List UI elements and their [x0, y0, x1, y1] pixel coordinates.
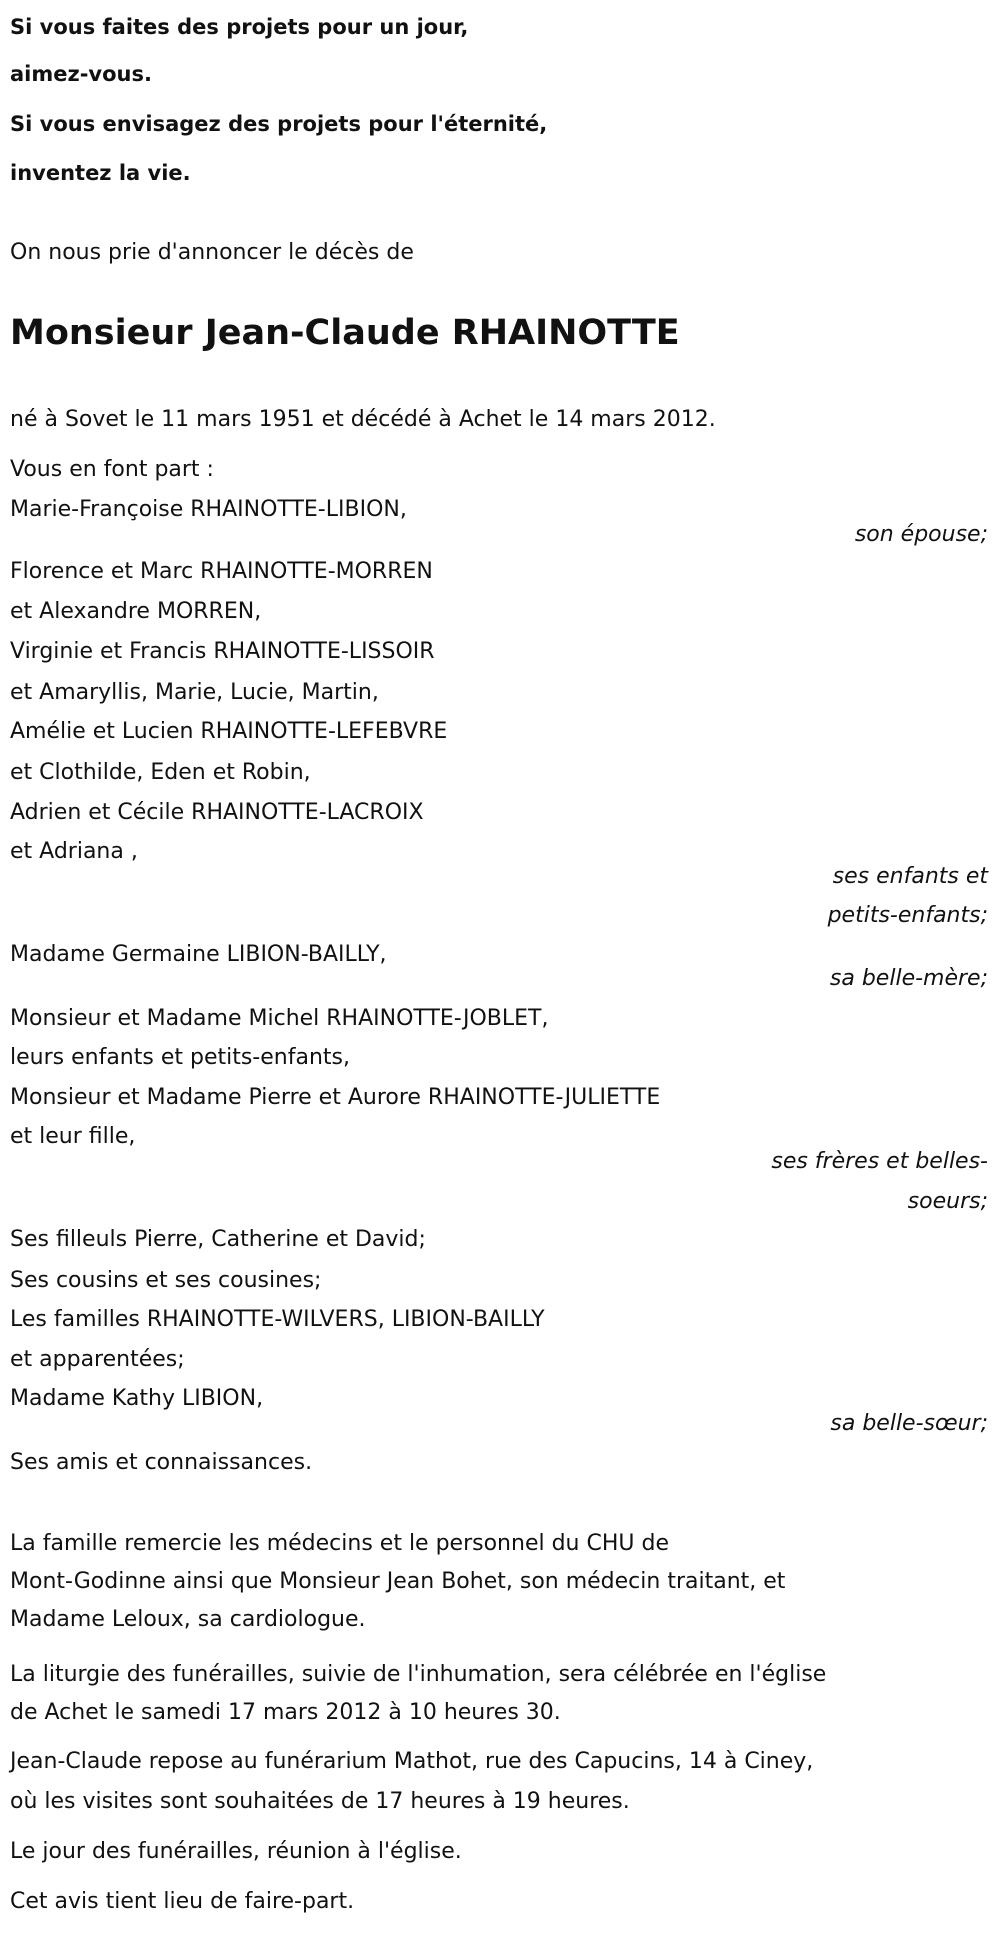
relation-label: ses frères et belles-	[771, 1149, 988, 1174]
relation-label: sa belle-mère;	[829, 966, 988, 991]
relation-label: sa belle-sœur;	[830, 1411, 988, 1436]
family-line: Virginie et Francis RHAINOTTE-LISSOIR	[10, 639, 435, 664]
relation-label: petits-enfants;	[827, 903, 988, 928]
quote-line: Si vous envisagez des projets pour l'éternité,	[10, 112, 548, 136]
family-line: et Alexandre MORREN,	[10, 599, 262, 624]
closing-line: Madame Leloux, sa cardiologue.	[10, 1607, 366, 1632]
quote-line: Si vous faites des projets pour un jour,	[10, 15, 469, 39]
dates-text: né à Sovet le 11 mars 1951 et décédé à Achet le 14 mars 2012.	[10, 407, 716, 432]
closing-line: Mont-Godinne ainsi que Monsieur Jean Bohet, son médecin traitant, et	[10, 1569, 786, 1594]
closing-line: de Achet le samedi 17 mars 2012 à 10 heures 30.	[10, 1700, 561, 1725]
family-line: Madame Germaine LIBION-BAILLY,	[10, 942, 387, 967]
relation-label: soeurs;	[907, 1189, 988, 1214]
relation-label: son épouse;	[854, 522, 988, 547]
quote-line: aimez-vous.	[10, 62, 152, 86]
family-line: et leur fille,	[10, 1124, 136, 1149]
relation-label: ses enfants et	[832, 864, 988, 889]
closing-line: Le jour des funérailles, réunion à l'église.	[10, 1839, 462, 1864]
family-line: et Clothilde, Eden et Robin,	[10, 760, 311, 785]
quote-line: inventez la vie.	[10, 161, 191, 185]
intro-text: On nous prie d'annoncer le décès de	[10, 240, 414, 265]
family-lead: Vous en font part :	[10, 457, 214, 482]
family-line: Ses cousins et ses cousines;	[10, 1268, 322, 1293]
family-line: et apparentées;	[10, 1347, 185, 1372]
family-line: Ses amis et connaissances.	[10, 1450, 313, 1475]
deceased-name: Monsieur Jean-Claude RHAINOTTE	[10, 313, 680, 353]
closing-line: où les visites sont souhaitées de 17 heures à 19 heures.	[10, 1789, 630, 1814]
family-line: Monsieur et Madame Pierre et Aurore RHAINOTTE-JULIETTE	[10, 1085, 661, 1110]
closing-line: Jean-Claude repose au funérarium Mathot, rue des Capucins, 14 à Ciney,	[10, 1749, 814, 1774]
family-line: Florence et Marc RHAINOTTE-MORREN	[10, 559, 433, 584]
family-line: Ses filleuls Pierre, Catherine et David;	[10, 1227, 426, 1252]
closing-line: La liturgie des funérailles, suivie de l'inhumation, sera célébrée en l'église	[10, 1662, 827, 1687]
family-line: Adrien et Cécile RHAINOTTE-LACROIX	[10, 800, 424, 825]
family-line: leurs enfants et petits-enfants,	[10, 1045, 350, 1070]
closing-line: Cet avis tient lieu de faire-part.	[10, 1889, 355, 1914]
family-line: Amélie et Lucien RHAINOTTE-LEFEBVRE	[10, 719, 448, 744]
family-line: et Adriana ,	[10, 839, 138, 864]
closing-line: La famille remercie les médecins et le personnel du CHU de	[10, 1531, 669, 1556]
family-line: Monsieur et Madame Michel RHAINOTTE-JOBLET,	[10, 1006, 549, 1031]
family-line: Marie-Françoise RHAINOTTE-LIBION,	[10, 497, 407, 522]
family-line: Madame Kathy LIBION,	[10, 1386, 264, 1411]
family-line: et Amaryllis, Marie, Lucie, Martin,	[10, 680, 379, 705]
family-line: Les familles RHAINOTTE-WILVERS, LIBION-BAILLY	[10, 1307, 545, 1332]
